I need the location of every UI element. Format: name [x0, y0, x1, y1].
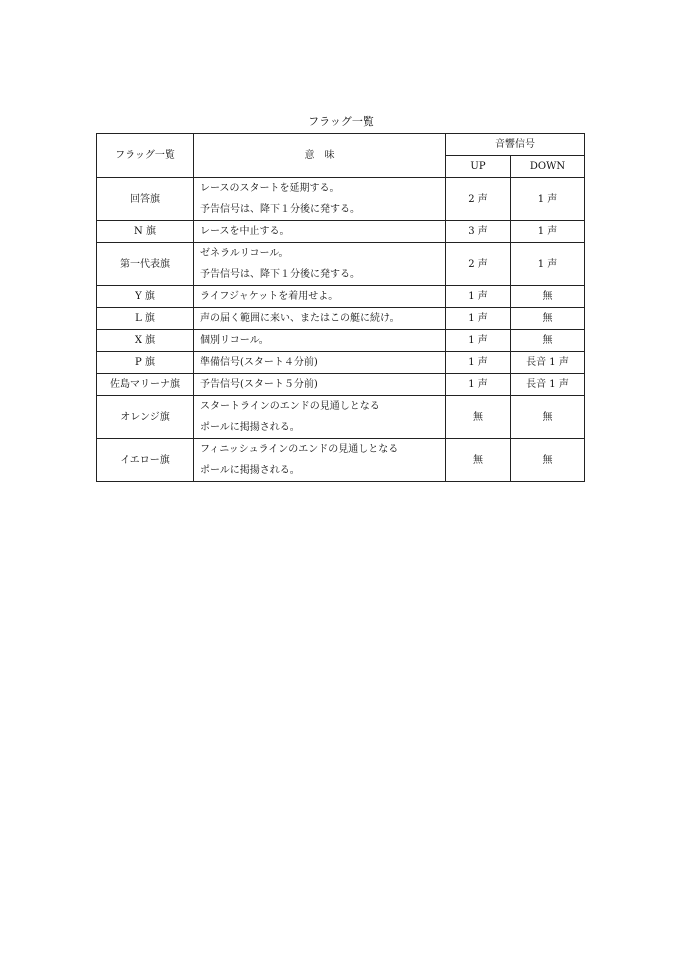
sound-up: 2 声 — [446, 178, 511, 221]
header-sound-signal: 音響信号 — [446, 134, 585, 156]
table-row — [97, 221, 585, 243]
table-row — [97, 374, 585, 396]
flag-name: オレンジ旗 — [97, 396, 194, 439]
table-row — [97, 178, 585, 221]
flag-meaning — [194, 286, 446, 308]
sound-up: 2 声 — [446, 243, 511, 286]
header-meaning: 意 味 — [194, 134, 446, 178]
flag-meaning — [194, 352, 446, 374]
meaning-line: 予告信号は、降下１分後に発する。 — [200, 204, 360, 215]
table-row — [97, 352, 585, 374]
header-up: UP — [446, 156, 511, 178]
flag-table — [96, 133, 585, 482]
flag-name: L 旗 — [97, 308, 194, 330]
flag-meaning — [194, 330, 446, 352]
table-row — [97, 439, 585, 482]
flag-meaning — [194, 221, 446, 243]
meaning-line: ポールに掲揚される。 — [200, 465, 300, 476]
meaning-line: レースのスタートを延期する。 — [200, 183, 340, 194]
sound-down: 無 — [511, 439, 585, 482]
table-row — [97, 286, 585, 308]
sound-down: 長音 1 声 — [511, 352, 585, 374]
table-header-row — [97, 134, 585, 156]
sound-up: 1 声 — [446, 352, 511, 374]
flag-meaning — [194, 439, 446, 482]
sound-up: 1 声 — [446, 308, 511, 330]
meaning-line: ライフジャケットを着用せよ。 — [200, 291, 339, 302]
sound-up: 1 声 — [446, 286, 511, 308]
flag-meaning — [194, 374, 446, 396]
sound-up: 1 声 — [446, 374, 511, 396]
meaning-line: ゼネラルリコール。 — [200, 248, 289, 259]
sound-up: 無 — [446, 396, 511, 439]
sound-down: 無 — [511, 308, 585, 330]
sound-up: 無 — [446, 439, 511, 482]
sound-down: 無 — [511, 330, 585, 352]
header-down: DOWN — [511, 156, 585, 178]
meaning-line: 声の届く範囲に来い、またはこの艇に続け。 — [200, 313, 400, 324]
sound-up: 1 声 — [446, 330, 511, 352]
meaning-line: スタートラインのエンドの見通しとなる — [200, 401, 380, 412]
flag-name: X 旗 — [97, 330, 194, 352]
header-flag: フラッグ一覧 — [97, 134, 194, 178]
flag-name: 第一代表旗 — [97, 243, 194, 286]
meaning-line: フィニッシュラインのエンドの見通しとなる — [200, 444, 399, 455]
flag-name: 佐島マリーナ旗 — [97, 374, 194, 396]
sound-down: 1 声 — [511, 243, 585, 286]
meaning-line: レースを中止する。 — [200, 226, 290, 237]
table-row — [97, 330, 585, 352]
sound-down: 無 — [511, 396, 585, 439]
sound-down: 1 声 — [511, 221, 585, 243]
meaning-line: 予告信号(スタート５分前) — [200, 379, 318, 390]
flag-name: 回答旗 — [97, 178, 194, 221]
table-row — [97, 396, 585, 439]
page-title: フラッグ一覧 — [308, 115, 374, 128]
flag-meaning — [194, 178, 446, 221]
meaning-line: ポールに掲揚される。 — [200, 422, 300, 433]
flag-meaning — [194, 396, 446, 439]
flag-name: P 旗 — [97, 352, 194, 374]
flag-name: Y 旗 — [97, 286, 194, 308]
flag-name: イエロー旗 — [97, 439, 194, 482]
table-row — [97, 243, 585, 286]
flag-meaning — [194, 308, 446, 330]
sound-up: 3 声 — [446, 221, 511, 243]
flag-meaning — [194, 243, 446, 286]
flag-name: N 旗 — [97, 221, 194, 243]
table-row — [97, 308, 585, 330]
sound-down: 無 — [511, 286, 585, 308]
meaning-line: 予告信号は、降下１分後に発する。 — [200, 269, 360, 280]
sound-down: 長音 1 声 — [511, 374, 585, 396]
meaning-line: 準備信号(スタート４分前) — [200, 357, 318, 368]
sound-down: 1 声 — [511, 178, 585, 221]
meaning-line: 個別リコール。 — [200, 335, 269, 346]
